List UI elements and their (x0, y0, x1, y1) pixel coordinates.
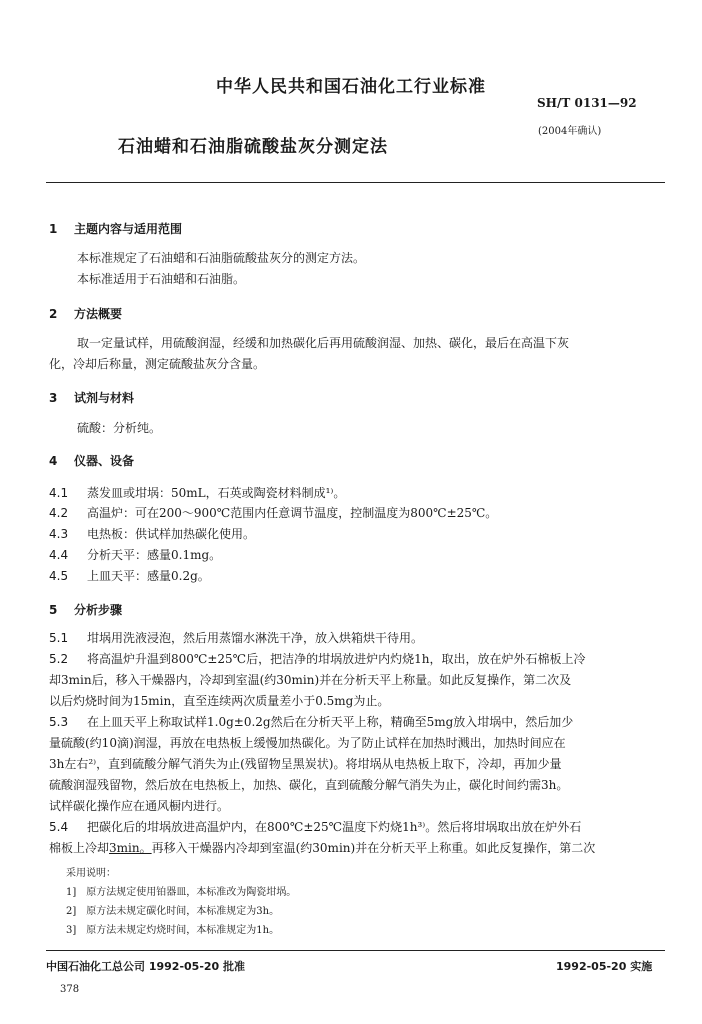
step-5-1 (49, 629, 423, 646)
item-number: 4.4 (49, 548, 69, 562)
item-text: 上皿天平：感量0.2g。 (87, 569, 210, 583)
section-3-paragraph-1: 硫酸：分析纯。 (77, 421, 162, 435)
item-number: 5.1 (49, 631, 69, 645)
item-text: 分析天平：感量0.1mg。 (87, 548, 222, 562)
section-1-paragraph-2: 本标准适用于石油蜡和石油脂。 (77, 272, 246, 286)
step-text: 在上皿天平上称取试样1.0g±0.2g然后在分析天平上称，精确至5mg放入坩埚中，然后加少 (87, 715, 574, 729)
page-number: 378 (60, 984, 80, 995)
step-text-part-b: 3min。 (109, 841, 152, 855)
step-5-3-line-5: 试样碳化操作应在通风橱内进行。 (49, 799, 230, 813)
item-number: 5.4 (49, 820, 69, 834)
item-number: 4.1 (49, 486, 69, 500)
section-title: 仪器、设备 (74, 454, 135, 468)
section-number: 2 (49, 307, 58, 321)
item-4-5 (49, 567, 210, 584)
item-number: 5.3 (49, 715, 69, 729)
step-5-4-line-2 (49, 839, 595, 856)
section-number: 1 (49, 222, 58, 236)
item-4-2 (49, 504, 497, 521)
item-text: 电热板：供试样加热碳化使用。 (87, 527, 256, 541)
step-text: 坩埚用洗液浸泡，然后用蒸馏水淋洗干净，放入烘箱烘干待用。 (87, 631, 424, 645)
step-5-3-line-1 (49, 713, 573, 730)
section-title: 试剂与材料 (74, 391, 135, 405)
step-5-2-line-1 (49, 650, 585, 667)
note-1: 1] 原方法规定使用铂器皿，本标准改为陶瓷坩埚。 (66, 887, 297, 898)
item-4-4 (49, 546, 221, 563)
step-5-3-line-3: 3h左右²⁾，直到硫酸分解气消失为止(残留物呈黑炭状)。将坩埚从电热板上取下，冷却，再加少量 (49, 757, 562, 771)
step-5-3-line-2: 量硫酸(约10滴)润湿，再放在电热板上缓慢加热碳化。为了防止试样在加热时溅出，加热时间应在 (49, 736, 566, 750)
item-number: 5.2 (49, 652, 69, 666)
note-2: 2] 原方法未规定碳化时间，本标准规定为3h。 (66, 906, 280, 917)
section-number: 4 (49, 454, 58, 468)
section-title: 主题内容与适用范围 (74, 222, 183, 236)
section-title: 分析步骤 (74, 603, 123, 617)
section-2-line-1: 取一定量试样，用硫酸润湿，经缓和加热碳化后再用硫酸润湿、加热、碳化，最后在高温下灰 (77, 336, 570, 350)
step-text-part-c: 再移入干燥器内冷却到室温(约30min)并在分析天平上称重。如此反复操作，第二次 (151, 841, 596, 855)
footer-divider (46, 950, 665, 951)
standard-code: SH/T 0131—92 (537, 96, 637, 110)
section-4-heading (49, 452, 134, 469)
notes-heading: 采用说明： (66, 868, 116, 879)
section-number: 3 (49, 391, 58, 405)
step-text-part-a: 棉板上冷却 (49, 841, 110, 855)
step-5-2-line-2: 却3min后，移入干燥器内，冷却到室温(约30min)并在分析天平上称量。如此反复操作，第二次及 (49, 673, 572, 687)
step-text: 把碳化后的坩埚放进高温炉内，在800℃±25℃温度下灼烧1h³⁾。然后将坩埚取出放在炉外石 (87, 820, 582, 834)
approval-line: 中国石油化工总公司 1992-05-20 批准 (46, 960, 246, 973)
note-3: 3] 原方法未规定灼烧时间，本标准规定为1h。 (66, 925, 280, 936)
step-text: 将高温炉升温到800℃±25℃后，把洁净的坩埚放进炉内灼烧1h，取出，放在炉外石棉板上冷 (87, 652, 586, 666)
item-4-1 (49, 484, 345, 501)
org-title: 中华人民共和国石油化工行业标准 (216, 77, 486, 97)
document-title: 石油蜡和石油脂硫酸盐灰分测定法 (118, 137, 388, 157)
section-1-paragraph-1: 本标准规定了石油蜡和石油脂硫酸盐灰分的测定方法。 (77, 251, 366, 265)
item-text: 高温炉：可在200～900℃范围内任意调节温度，控制温度为800℃±25℃。 (87, 506, 498, 520)
header-divider (46, 182, 665, 183)
step-5-4-line-1 (49, 818, 581, 835)
section-1-heading (49, 220, 182, 237)
confirmation-year: (2004年确认) (538, 126, 602, 137)
section-title: 方法概要 (74, 307, 123, 321)
step-5-2-line-3: 以后灼烧时间为15min，直至连续两次质量差小于0.5mg为止。 (49, 694, 390, 708)
item-number: 4.5 (49, 569, 69, 583)
section-2-heading (49, 305, 122, 322)
section-3-heading (49, 389, 134, 406)
section-number: 5 (49, 603, 58, 617)
item-number: 4.2 (49, 506, 69, 520)
effective-date: 1992-05-20 实施 (556, 960, 653, 973)
section-5-heading (49, 601, 122, 618)
section-2-line-2: 化，冷却后称量，测定硫酸盐灰分含量。 (49, 357, 266, 371)
item-text: 蒸发皿或坩埚：50mL，石英或陶瓷材料制成¹⁾。 (87, 486, 346, 500)
item-number: 4.3 (49, 527, 69, 541)
item-4-3 (49, 525, 255, 542)
step-5-3-line-4: 硫酸润湿残留物，然后放在电热板上，加热、碳化，直到硫酸分解气消失为止，碳化时间约需3h。 (49, 778, 569, 792)
